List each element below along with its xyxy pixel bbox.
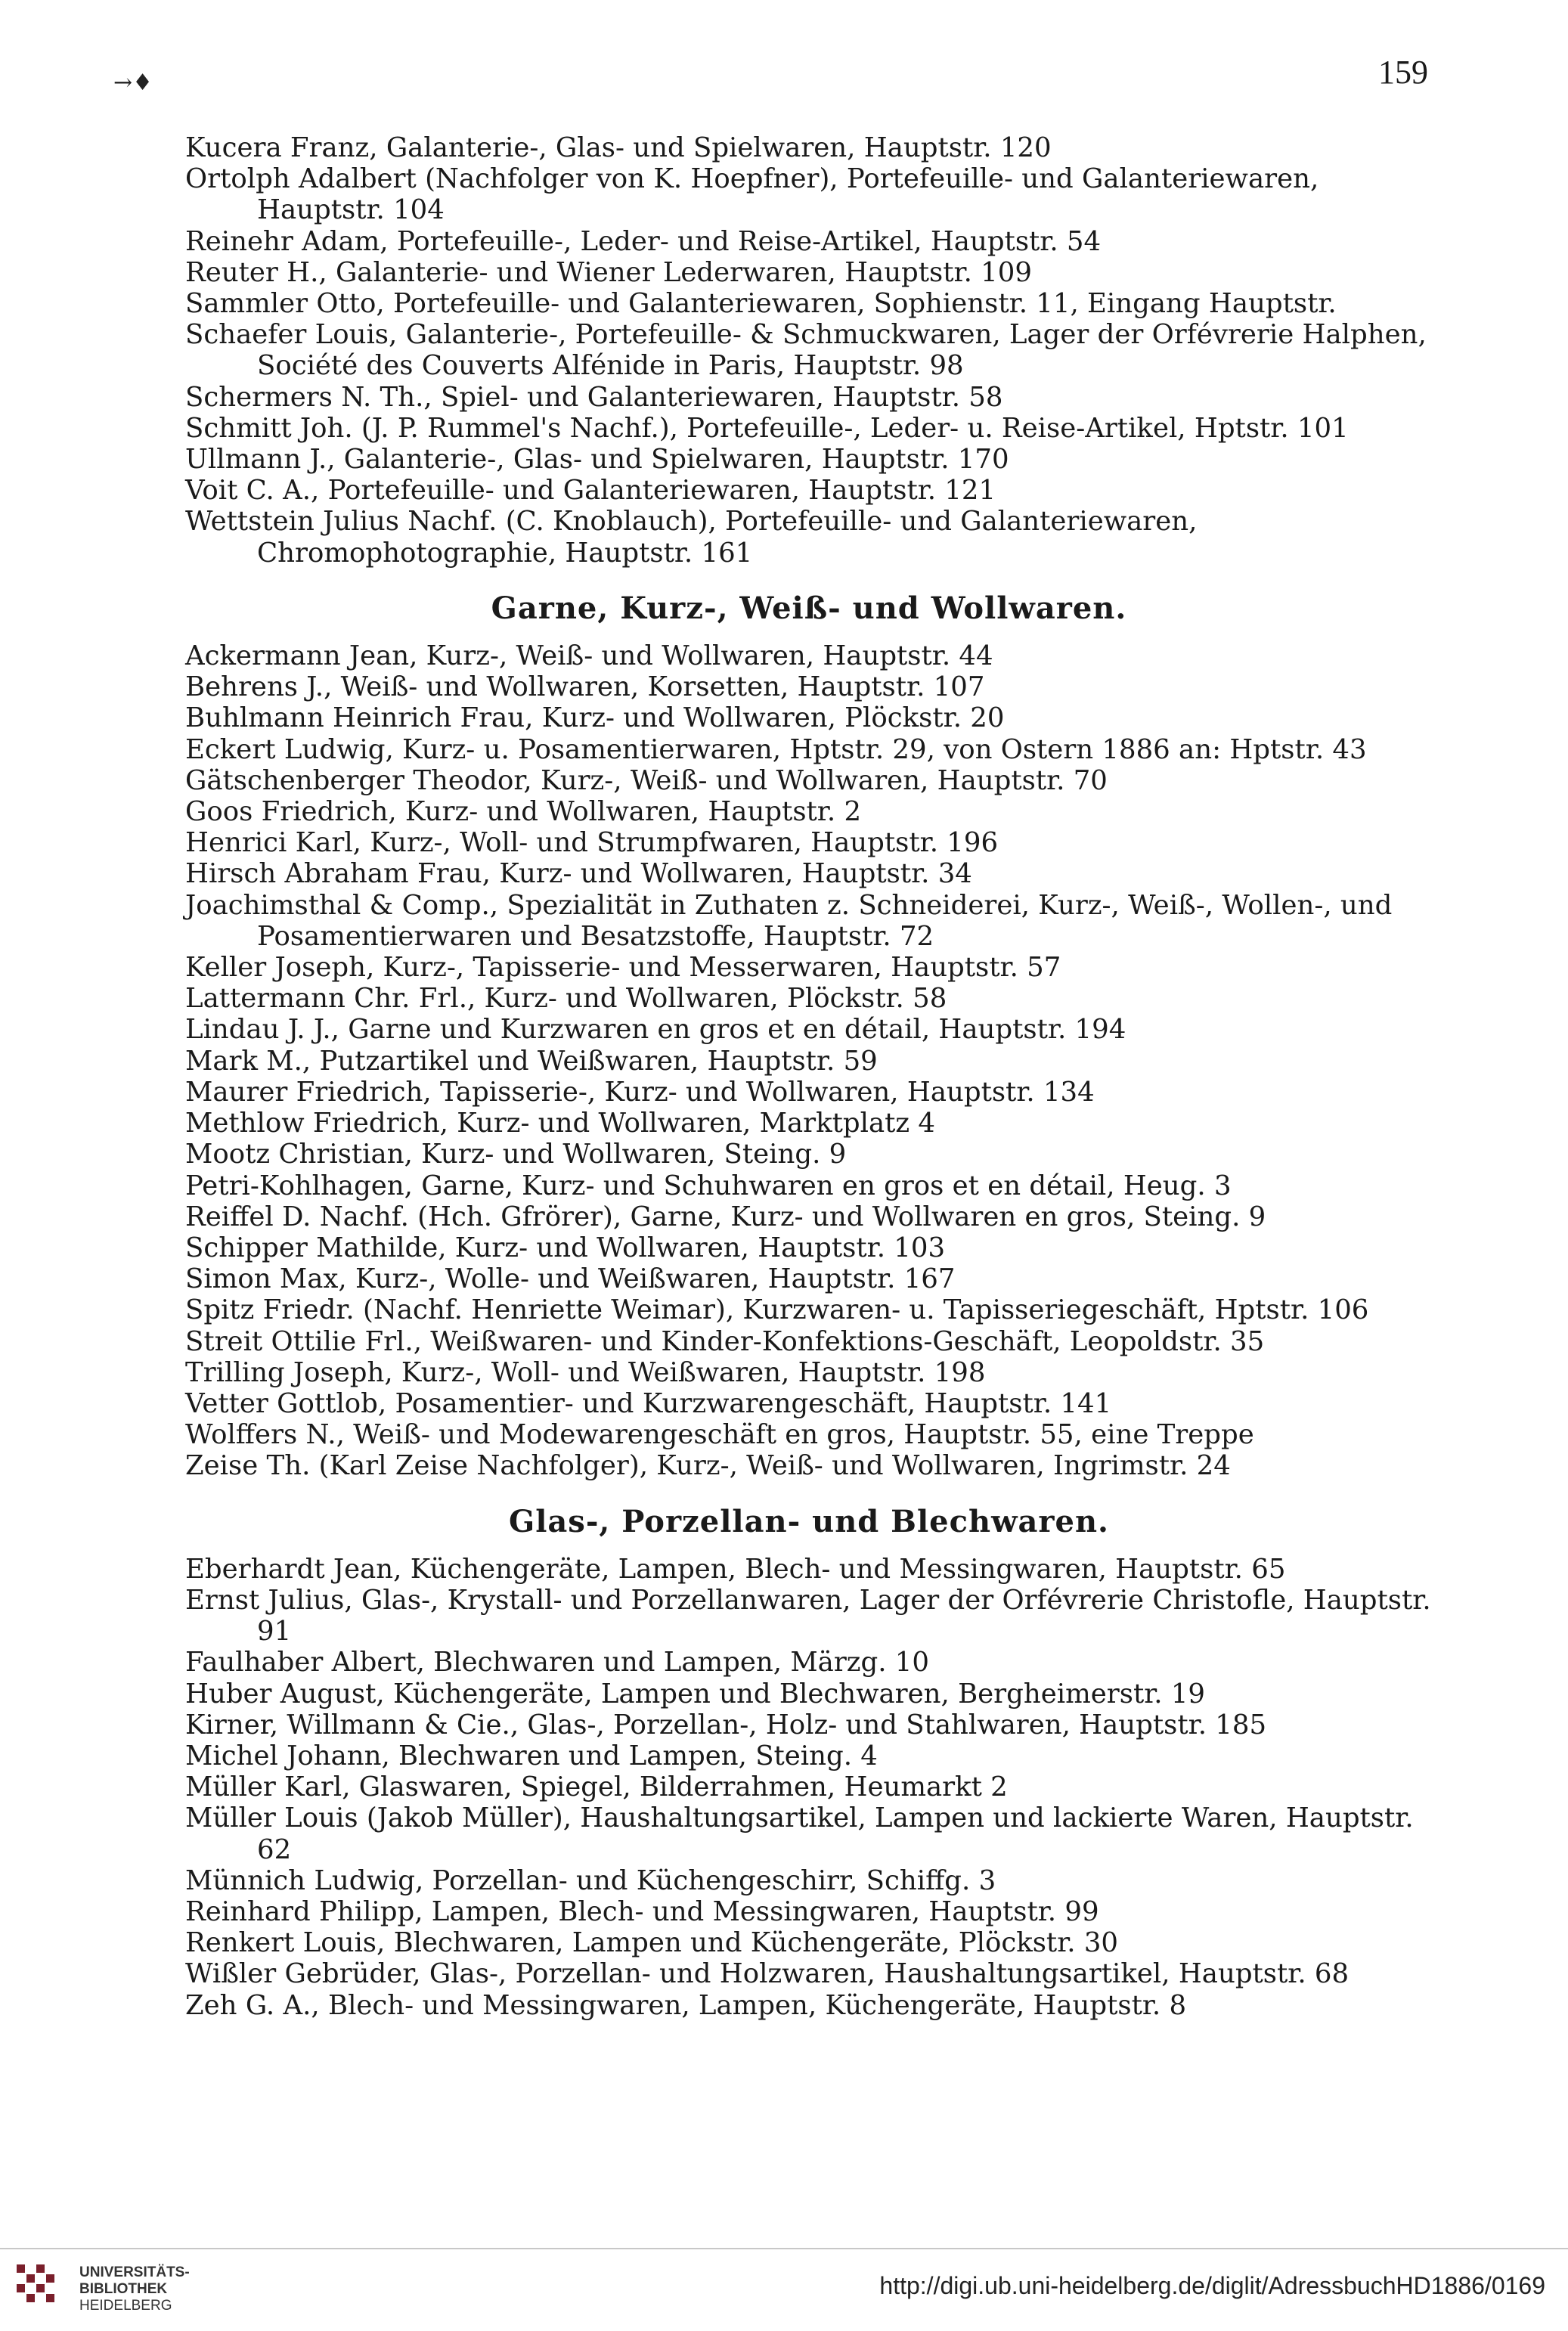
directory-entry: Methlow Friedrich, Kurz- und Wollwaren, Marktplatz 4 bbox=[185, 1108, 935, 1139]
section-heading: Garne, Kurz-, Weiß- und Wollwaren. bbox=[491, 590, 1127, 626]
directory-entry: Wolffers N., Weiß- und Modewarengeschäft en gros, Hauptstr. 55, eine Treppe bbox=[185, 1419, 1254, 1451]
library-name-line: BIBLIOTHEK bbox=[79, 2281, 168, 2297]
page-number: 159 bbox=[1378, 54, 1428, 91]
source-url[interactable]: http://digi.ub.uni-heidelberg.de/diglit/AdressbuchHD1886/0169 bbox=[879, 2272, 1545, 2299]
library-name-line: UNIVERSITÄTS- bbox=[79, 2264, 190, 2280]
directory-entry: Michel Johann, Blechwaren und Lampen, Steing. 4 bbox=[185, 1740, 878, 1771]
directory-entry: Renkert Louis, Blechwaren, Lampen und Küchengeräte, Plöckstr. 30 bbox=[185, 1927, 1119, 1959]
directory-entry: Sammler Otto, Portefeuille- und Galanteriewaren, Sophienstr. 11, Eingang Hauptstr. bbox=[185, 288, 1337, 320]
directory-entry: Schermers N. Th., Spiel- und Galanteriewaren, Hauptstr. 58 bbox=[185, 381, 1003, 413]
corner-mark: →♦ bbox=[113, 70, 153, 96]
library-name bbox=[79, 2264, 190, 2314]
directory-entry: Huber August, Küchengeräte, Lampen und Blechwaren, Bergheimerstr. 19 bbox=[185, 1678, 1206, 1710]
directory-entry: Wißler Gebrüder, Glas-, Porzellan- und Holzwaren, Haushaltungsartikel, Hauptstr. 68 bbox=[185, 1958, 1350, 1990]
directory-entry: Müller Louis (Jakob Müller), Haushaltungsartikel, Lampen und lackierte Waren, Hauptstr. 62 bbox=[185, 1802, 1414, 1865]
directory-entry: Schipper Mathilde, Kurz- und Wollwaren, Hauptstr. 103 bbox=[185, 1232, 946, 1263]
section-heading: Glas-, Porzellan- und Blechwaren. bbox=[509, 1503, 1109, 1539]
footer-divider bbox=[0, 2248, 1568, 2249]
directory-entry: Goos Friedrich, Kurz- und Wollwaren, Hauptstr. 2 bbox=[185, 796, 862, 828]
directory-entry: Wettstein Julius Nachf. (C. Knoblauch), Portefeuille- und Galanteriewaren, Chromophotographie, Hauptstr. 161 bbox=[185, 506, 1198, 569]
directory-entry: Müller Karl, Glaswaren, Spiegel, Bilderrahmen, Heumarkt 2 bbox=[185, 1771, 1008, 1803]
directory-entry: Joachimsthal & Comp., Spezialität in Zuthaten z. Schneiderei, Kurz-, Weiß-, Wollen-, und Posamentierwaren und Besatzstoffe, Hauptstr. 72 bbox=[185, 889, 1393, 952]
directory-entry: Maurer Friedrich, Tapisserie-, Kurz- und Wollwaren, Hauptstr. 134 bbox=[185, 1076, 1095, 1108]
directory-entry: Schaefer Louis, Galanterie-, Portefeuille- & Schmuckwaren, Lager der Orfévrerie Halphen, Société des Couverts Alfénide in Paris, Hauptstr. 98 bbox=[185, 319, 1427, 382]
directory-entry: Kirner, Willmann & Cie., Glas-, Porzellan-, Holz- und Stahlwaren, Hauptstr. 185 bbox=[185, 1709, 1267, 1741]
directory-entry: Gätschenberger Theodor, Kurz-, Weiß- und Wollwaren, Hauptstr. 70 bbox=[185, 764, 1108, 796]
directory-entry: Faulhaber Albert, Blechwaren und Lampen, Märzg. 10 bbox=[185, 1647, 929, 1679]
directory-entry: Vetter Gottlob, Posamentier- und Kurzwarengeschäft, Hauptstr. 141 bbox=[185, 1387, 1112, 1419]
directory-entry: Zeh G. A., Blech- und Messingwaren, Lampen, Küchengeräte, Hauptstr. 8 bbox=[185, 1989, 1187, 2021]
directory-entry: Spitz Friedr. (Nachf. Henriette Weimar), Kurzwaren- u. Tapisseriegeschäft, Hptstr. 106 bbox=[185, 1294, 1369, 1326]
directory-entry: Streit Ottilie Frl., Weißwaren- und Kinder-Konfektions-Geschäft, Leopoldstr. 35 bbox=[185, 1325, 1265, 1357]
directory-entry: Ullmann J., Galanterie-, Glas- und Spielwaren, Hauptstr. 170 bbox=[185, 444, 1009, 476]
directory-entry: Ackermann Jean, Kurz-, Weiß- und Wollwaren, Hauptstr. 44 bbox=[185, 640, 993, 672]
directory-entry: Behrens J., Weiß- und Wollwaren, Korsetten, Hauptstr. 107 bbox=[185, 671, 985, 703]
directory-entry: Mark M., Putzartikel und Weißwaren, Hauptstr. 59 bbox=[185, 1045, 878, 1077]
directory-entry: Zeise Th. (Karl Zeise Nachfolger), Kurz-, Weiß- und Wollwaren, Ingrimstr. 24 bbox=[185, 1450, 1231, 1482]
directory-entry: Reinehr Adam, Portefeuille-, Leder- und Reise-Artikel, Hauptstr. 54 bbox=[185, 225, 1102, 257]
directory-entry: Hirsch Abraham Frau, Kurz- und Wollwaren, Hauptstr. 34 bbox=[185, 858, 972, 890]
directory-entry: Henrici Karl, Kurz-, Woll- und Strumpfwaren, Hauptstr. 196 bbox=[185, 827, 999, 859]
directory-entry: Eckert Ludwig, Kurz- u. Posamentierwaren, Hptstr. 29, von Ostern 1886 an: Hptstr. 43 bbox=[185, 733, 1367, 765]
directory-listing bbox=[185, 132, 1433, 2021]
directory-entry: Keller Joseph, Kurz-, Tapisserie- und Messerwaren, Hauptstr. 57 bbox=[185, 952, 1061, 984]
directory-entry: Schmitt Joh. (J. P. Rummel's Nachf.), Portefeuille-, Leder- u. Reise-Artikel, Hptstr. 101 bbox=[185, 412, 1349, 444]
directory-entry: Lindau J. J., Garne und Kurzwaren en gros et en détail, Hauptstr. 194 bbox=[185, 1014, 1126, 1046]
library-name-line: HEIDELBERG bbox=[79, 2298, 172, 2314]
directory-entry: Kucera Franz, Galanterie-, Glas- und Spielwaren, Hauptstr. 120 bbox=[185, 132, 1052, 163]
directory-entry: Petri-Kohlhagen, Garne, Kurz- und Schuhwaren en gros et en détail, Heug. 3 bbox=[185, 1170, 1232, 1201]
footer bbox=[0, 2248, 1568, 2331]
directory-entry: Eberhardt Jean, Küchengeräte, Lampen, Blech- und Messingwaren, Hauptstr. 65 bbox=[185, 1553, 1286, 1585]
directory-entry: Trilling Joseph, Kurz-, Woll- und Weißwaren, Hauptstr. 198 bbox=[185, 1356, 986, 1388]
university-library-logo-icon bbox=[14, 2261, 57, 2305]
directory-entry: Voit C. A., Portefeuille- und Galanteriewaren, Hauptstr. 121 bbox=[185, 475, 996, 507]
directory-entry: Reuter H., Galanterie- und Wiener Lederwaren, Hauptstr. 109 bbox=[185, 256, 1032, 288]
directory-entry: Buhlmann Heinrich Frau, Kurz- und Wollwaren, Plöckstr. 20 bbox=[185, 702, 1005, 734]
directory-entry: Reiffel D. Nachf. (Hch. Gfrörer), Garne, Kurz- und Wollwaren en gros, Steing. 9 bbox=[185, 1201, 1266, 1232]
directory-entry: Ernst Julius, Glas-, Krystall- und Porzellanwaren, Lager der Orfévrerie Christofle, Hauptstr. 91 bbox=[185, 1584, 1431, 1648]
directory-entry: Simon Max, Kurz-, Wolle- und Weißwaren, Hauptstr. 167 bbox=[185, 1263, 956, 1295]
directory-entry: Mootz Christian, Kurz- und Wollwaren, Steing. 9 bbox=[185, 1139, 847, 1170]
directory-entry: Lattermann Chr. Frl., Kurz- und Wollwaren, Plöckstr. 58 bbox=[185, 983, 947, 1015]
directory-entry: Ortolph Adalbert (Nachfolger von K. Hoepfner), Portefeuille- und Galanteriewaren, Hauptstr. 104 bbox=[185, 163, 1319, 226]
directory-entry: Münnich Ludwig, Porzellan- und Küchengeschirr, Schiffg. 3 bbox=[185, 1864, 996, 1896]
directory-entry: Reinhard Philipp, Lampen, Blech- und Messingwaren, Hauptstr. 99 bbox=[185, 1895, 1099, 1927]
